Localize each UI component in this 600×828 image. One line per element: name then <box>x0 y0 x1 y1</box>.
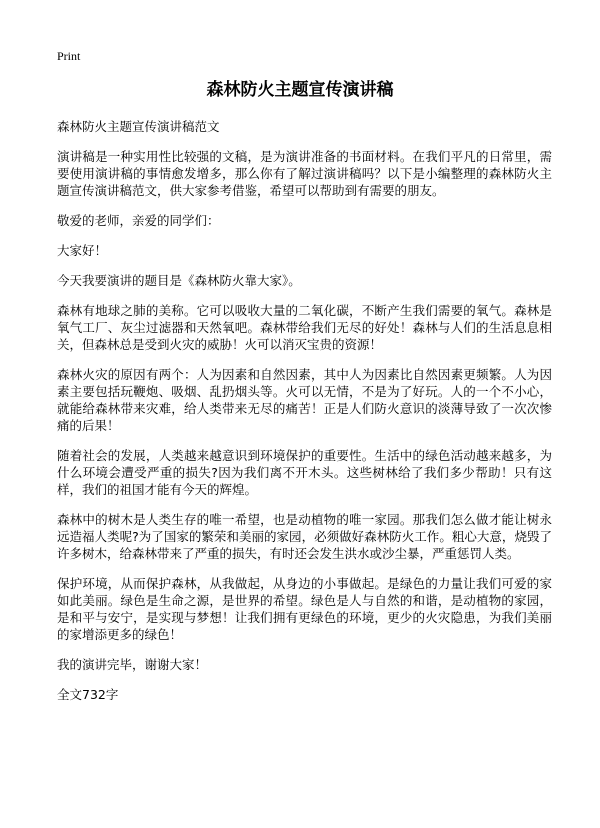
body-paragraph: 森林中的树木是人类生存的唯一希望，也是动植物的唯一家园。那我们怎么做才能让树永远造福人类呢?为了国家的繁荣和美丽的家园，必须做好森林防火工作。粗心大意，烧毁了许多树木，给森林带来了严重的损失，有时还会发生洪水或沙尘暴，严重惩罚人类。 <box>57 512 552 561</box>
greeting: 大家好！ <box>57 243 108 258</box>
body-paragraph: 森林有地球之肺的美称。它可以吸收大量的二氧化碳，不断产生我们需要的氧气。森林是氧气工厂、灰尘过滤器和天然氧吧。森林带给我们无尽的好处！森林与人们的生活息息相关，但森林总是受到火灾的威胁！火可以消灭宝贵的资源！ <box>57 303 552 352</box>
body-paragraph: 森林火灾的原因有两个：人为因素和自然因素，其中人为因素比自然因素更频繁。人为因素主要包括玩鞭炮、吸烟、乱扔烟头等。火可以无情，不是为了好玩。人的一个不小心，就能给森林带来灾难，给人类带来无尽的痛苦！正是人们防火意识的淡薄导致了一次次惨痛的后果！ <box>57 367 552 433</box>
article-subtitle: 森林防火主题宣传演讲稿范文 <box>57 119 220 134</box>
print-link[interactable]: Print <box>57 49 81 63</box>
article-body <box>57 118 552 716</box>
body-paragraph: 保护环境，从而保护森林，从我做起，从身边的小事做起。是绿色的力量让我们可爱的家如此美丽。绿色是生命之源，是世界的希望。绿色是人与自然的和谐，是动植物的家园，是和平与安宁，是实现与梦想！让我们拥有更绿色的环境，更少的火灾隐患，为我们美丽的家增添更多的绿色！ <box>57 576 552 642</box>
closing-line: 我的演讲完毕，谢谢大家！ <box>57 657 208 672</box>
body-paragraph: 随着社会的发展，人类越来越意识到环境保护的重要性。生活中的绿色活动越来越多，为什么环境会遭受严重的损失?因为我们离不开木头。这些树林给了我们多少帮助！只有这样，我们的祖国才能有今天的辉煌。 <box>57 448 552 497</box>
page-title: 森林防火主题宣传演讲稿 <box>206 80 394 100</box>
intro-paragraph: 演讲稿是一种实用性比较强的文稿，是为演讲准备的书面材料。在我们平凡的日常里，需要使用演讲稿的事情愈发增多，那么你有了解过演讲稿吗？以下是小编整理的森林防火主题宣传演讲稿范文，供大家参考借鉴，希望可以帮助到有需要的朋友。 <box>57 149 552 198</box>
salutation: 敬爱的老师，亲爱的同学们： <box>57 213 220 228</box>
speech-topic: 今天我要演讲的题目是《森林防火靠大家》。 <box>57 273 301 288</box>
word-count: 全文732字 <box>57 687 119 702</box>
